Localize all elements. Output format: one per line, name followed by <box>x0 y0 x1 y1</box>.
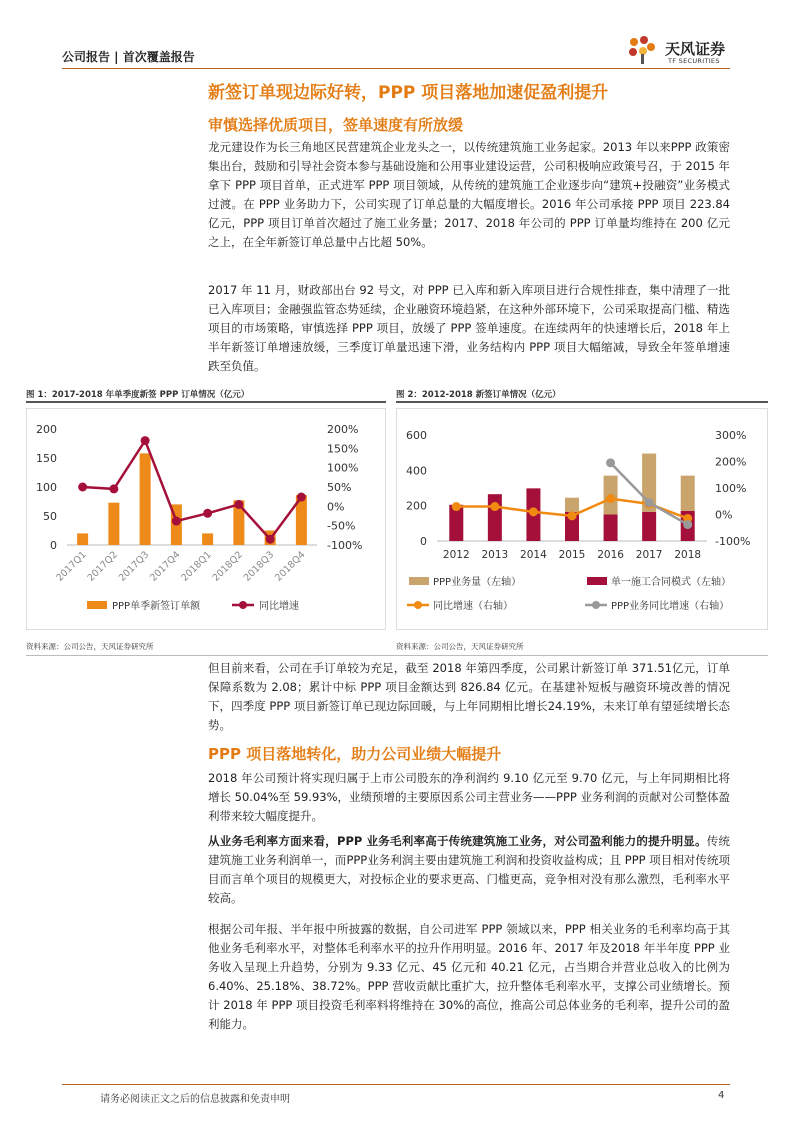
chart2-x-tick: 2015 <box>558 549 586 561</box>
chart2-left-tick: 400 <box>406 464 427 478</box>
chart2-growth-point <box>606 494 615 503</box>
chart1-x-tick: 2018Q3 <box>241 549 277 584</box>
chart1-container <box>26 408 386 630</box>
section1-heading: 审慎选择优质项目，签单速度有所放缓 <box>208 116 464 134</box>
chart1-x-tick: 2018Q4 <box>273 549 308 584</box>
chart1-x-tick: 2018Q2 <box>210 549 245 584</box>
footer-divider <box>62 1084 730 1085</box>
section2-paragraph-2-body: 传统建筑施工业务利润单一，而PPP业务利润主要由建筑施工利润和投资收益构成；且 PPP 项目相对传统项目而言单个项目的规模更大，对投标企业的要求更高、门槛更高，竞争相对没有那么激烈，毛利率水平较高。 <box>208 834 730 905</box>
chart1-legend-bar-label: PPP单季新签订单额 <box>112 601 201 612</box>
chart1-bar <box>202 533 213 545</box>
chart1-left-tick: 100 <box>36 481 57 494</box>
chart1-growth-point <box>266 535 275 544</box>
chart2-ppp-growth-point <box>606 458 615 467</box>
chart2-growth-point <box>568 511 577 520</box>
section1-paragraph-1: 龙元建设作为长三角地区民营建筑企业龙头之一，以传统建筑施工业务起家。2013 年以来PPP 政策密集出台，鼓励和引导社会资本参与基础设施和公用事业建设运营，公司积极响应政策号召，于 2015 年拿下 PPP 项目首单，正式进军 PPP 项目领域，从传统的建筑施工企业逐步向“建筑+投融资”业务模式过渡。在 PPP 业务助力下，公司实现了订单总量的大幅度增长。2016 年公司承接 PPP 项目 223.84 亿元，PPP 项目订单首次超过了施工业务量；2017、2018 年公司的 PPP 订单量均维持在 200 亿元之上，在全年新签订单总量中占比超 50%。 <box>208 140 730 249</box>
chart2-growth-point <box>490 502 499 511</box>
chart2-x-tick: 2014 <box>520 549 547 561</box>
chart2-legend-ppp-growth-marker <box>592 601 600 609</box>
chart2-title: 图 2：2012-2018 新签订单情况（亿元） <box>396 390 561 400</box>
chart1-left-tick: 150 <box>36 452 57 465</box>
chart2-right-tick: -100% <box>715 535 751 548</box>
chart2-title-rule <box>396 401 768 403</box>
chart2-x-tick: 2018 <box>674 549 702 561</box>
chart1-legend-line-label: 同比增速 <box>259 601 299 612</box>
chart1-right-tick: -100% <box>327 539 363 552</box>
company-logo-icon <box>624 34 660 66</box>
chart1-left-tick: 50 <box>43 510 57 523</box>
section1-paragraph-2: 2017 年 11 月，财政部出台 92 号文，对 PPP 已入库和新入库项目进行合规性排查，集中清理了一批已入库项目；金融强监管态势延续，企业融资环境趋紧，在这种外部环境下，公司采取提高门槛、精选项目的市场策略，审慎选择 PPP 项目，放缓了 PPP 签单速度。在连续两年的快速增长后，2018 年上半年新签订单增速放缓，三季度订单量迅速下滑，业务结构内 PPP 项目大幅缩减，导致全年签单增速跌至负值。 <box>208 283 730 373</box>
chart2-ppp-growth-point <box>645 498 654 507</box>
chart2-growth-point <box>452 502 461 511</box>
chart2-legend-ppp-swatch <box>409 577 429 585</box>
section2-heading: PPP 项目落地转化，助力公司业绩大幅提升 <box>208 745 502 763</box>
chart1-legend-line-marker <box>239 601 247 609</box>
chart1-growth-point <box>297 493 306 502</box>
footer-disclaimer: 请务必阅读正文之后的信息披露和免责申明 <box>100 1094 290 1105</box>
chart2-right-tick: 300% <box>715 429 747 442</box>
chart1-title-rule <box>26 401 386 403</box>
chart2-legend-single-swatch <box>587 577 607 585</box>
chart2-legend-growth-label: 同比增速（右轴） <box>433 601 513 612</box>
chart1-bar <box>108 503 119 545</box>
chart2-bar-ppp <box>681 476 695 511</box>
section2-paragraph-2-lead: 从业务毛利率方面来看，PPP 业务毛利率高于传统建筑施工业务，对公司盈利能力的提升明显。 <box>208 834 707 848</box>
chart1-growth-point <box>203 509 212 518</box>
chart1-right-tick: 0% <box>327 500 345 514</box>
chart1-left-tick: 0 <box>50 539 57 552</box>
chart2-legend-growth-marker <box>414 601 422 609</box>
page-number: 4 <box>718 1090 725 1101</box>
chart2-left-tick: 0 <box>420 535 427 548</box>
chart1-right-tick: -50% <box>327 519 356 533</box>
chart1-left-tick: 200 <box>36 423 57 436</box>
chart1-right-tick: 50% <box>327 481 352 494</box>
chart2-bar-single <box>488 494 502 541</box>
chart1-source: 资料来源：公司公告，天风证券研究所 <box>26 642 154 651</box>
chart2-svg <box>397 409 767 629</box>
report-type-label: 公司报告 | 首次覆盖报告 <box>62 50 195 64</box>
chart2-right-tick: 100% <box>715 482 747 495</box>
chart1-x-tick: 2017Q2 <box>85 549 120 584</box>
chart2-right-tick: 200% <box>715 455 747 469</box>
chart2-bar-single <box>604 515 618 542</box>
section2-paragraph-2 <box>208 832 730 908</box>
chart2-left-tick: 600 <box>406 429 427 442</box>
chart1-bar <box>140 453 151 545</box>
chart2-container <box>396 408 768 630</box>
chart2-x-tick: 2013 <box>481 549 509 561</box>
chart1-x-tick: 2018Q1 <box>179 549 214 584</box>
logo-name: 天风证券 <box>665 40 726 58</box>
chart2-bar-ppp <box>565 498 579 512</box>
chart2-x-tick: 2017 <box>635 549 663 561</box>
chart1-svg <box>27 409 385 629</box>
chart2-right-tick: 0% <box>715 508 733 522</box>
chart1-growth-point <box>78 483 87 492</box>
chart2-x-tick: 2016 <box>597 549 624 561</box>
chart2-legend-ppp-label: PPP业务量（左轴） <box>433 577 522 588</box>
chart1-title: 图 1：2017-2018 年单季度新签 PPP 订单情况（亿元） <box>26 390 250 400</box>
header-divider <box>62 68 730 69</box>
chart1-x-tick: 2017Q4 <box>148 549 183 584</box>
chart1-growth-point <box>141 436 150 445</box>
chart1-right-tick: 200% <box>327 423 359 436</box>
chart1-right-tick: 100% <box>327 461 359 475</box>
chart1-legend-bar-swatch <box>87 601 107 609</box>
chart1-right-tick: 150% <box>327 442 359 456</box>
section1-paragraph-3: 但目前来看，公司在手订单较为充足，截至 2018 年第四季度，公司累计新签订单 371.51亿元，订单保障系数为 2.08；累计中标 PPP 项目金额达到 826.84 亿元。在基建补短板与融资环境改善的情况下，四季度 PPP 项目新签订单已现边际回暖，与上年同期相比增长24.19%，未来订单有望延续增长态势。 <box>208 661 730 732</box>
chart2-bar-single <box>642 512 656 541</box>
chart2-legend-single-label: 单一施工合同模式（左轴） <box>611 577 731 588</box>
chart1-x-tick: 2017Q3 <box>116 549 152 584</box>
chart1-growth-point <box>109 484 118 493</box>
chart1-bar <box>77 533 88 545</box>
chart2-left-tick: 200 <box>406 499 427 513</box>
section2-paragraph-1: 2018 年公司预计将实现归属于上市公司股东的净利润约 9.10 亿元至 9.70 亿元，与上年同期相比将增长 50.04%至 59.93%，业绩预增的主要原因系公司主营业务——PPP 业务利润的贡献对公司整体盈利带来较大幅度提升。 <box>208 771 730 823</box>
chart2-x-tick: 2012 <box>442 549 470 561</box>
chart2-source: 资料来源：公司公告，天风证券研究所 <box>396 642 524 651</box>
page-title: 新签订单现边际好转，PPP 项目落地加速促盈利提升 <box>208 83 609 103</box>
chart1-growth-point <box>172 517 181 526</box>
chart2-growth-point <box>529 507 538 516</box>
chart2-ppp-growth-point <box>683 520 692 529</box>
section2-paragraph-3: 根据公司年报、半年报中所披露的数据，自公司进军 PPP 领域以来，PPP 相关业务的毛利率均高于其他业务毛利率水平，对整体毛利率水平的拉升作用明显。2016 年、2017 年及2018 年半年度 PPP 业务收入呈现上升趋势，分别为 9.33 亿元、45 亿元和 40.21 亿元，占当期合并营业总收入的比例为 6.40%、25.18%、38.72%。PPP 营收贡献比重扩大，拉升整体毛利率水平，支撑公司业绩增长。预计 2018 年 PPP 项目投资毛利率料将维持在 30%的高位，推高公司总体业务的毛利率，提升公司的盈利能力。 <box>208 922 730 1031</box>
chart2-legend-ppp-growth-label: PPP业务同比增速（右轴） <box>611 601 730 612</box>
chart1-x-tick: 2017Q1 <box>54 549 89 584</box>
chart1-growth-point <box>234 500 243 509</box>
chart-source-divider <box>26 655 768 656</box>
logo-subtitle: TF SECURITIES <box>668 57 720 65</box>
